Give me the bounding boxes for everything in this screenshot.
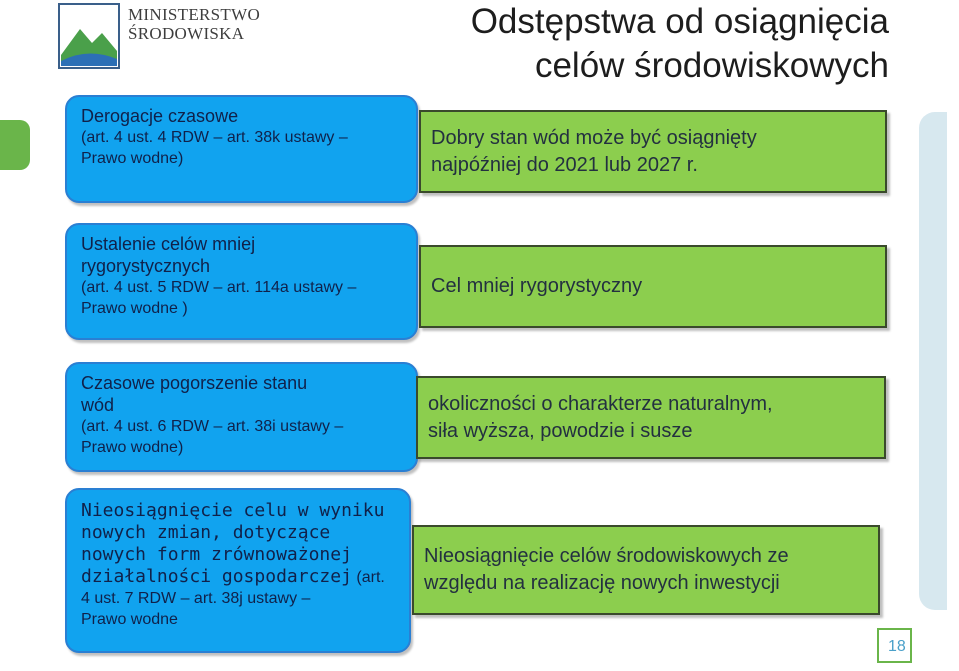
page-title: Odstępstwa od osiągnięcia celów środowiskowych xyxy=(470,2,889,85)
ministry-logo xyxy=(58,3,261,69)
derogation-box-4 xyxy=(65,488,411,653)
result-text: siła wyższa, powodzie i susze xyxy=(428,419,693,442)
box-reference: Prawo wodne) xyxy=(81,439,184,456)
result-text: Nieosiągnięcie celów środowiskowych ze xyxy=(424,545,789,567)
right-decor-gap xyxy=(947,112,959,610)
box-reference: (art. 4 ust. 5 RDW – art. 114a ustawy – xyxy=(81,279,357,296)
box-heading: wód xyxy=(81,395,115,415)
result-box-4 xyxy=(412,525,880,615)
box-reference: 4 ust. 7 RDW – art. 38j ustawy – xyxy=(81,590,311,607)
result-text: najpóźniej do 2021 lub 2027 r. xyxy=(431,153,698,176)
box-heading: nowych zmian, dotyczące xyxy=(81,522,331,543)
derogation-box-2 xyxy=(65,223,418,340)
result-text: względu na realizację nowych inwestycji xyxy=(424,572,780,594)
result-text: Dobry stan wód może być osiągnięty xyxy=(431,126,757,149)
left-decor-tab xyxy=(0,120,30,170)
box-heading: Ustalenie celów mniej xyxy=(81,234,256,254)
box-heading: Derogacje czasowe xyxy=(81,106,239,126)
result-box-3 xyxy=(416,376,886,459)
result-text: okoliczności o charakterze naturalnym, xyxy=(428,392,773,415)
box-heading: Nieosiągnięcie celu w wyniku xyxy=(81,500,385,521)
page-number: 18 xyxy=(888,638,906,655)
result-text: Cel mniej rygorystyczny xyxy=(431,275,643,297)
box-reference: Prawo wodne) xyxy=(81,150,184,167)
derogation-box-1 xyxy=(65,95,418,203)
mountain-logo-icon xyxy=(58,3,120,69)
logo-text: MINISTERSTWO ŚRODOWISKA xyxy=(128,5,261,43)
box-heading: działalności gospodarczej xyxy=(81,566,352,587)
box-heading: Czasowe pogorszenie stanu xyxy=(81,373,308,393)
box-reference: (art. xyxy=(356,569,385,586)
result-box-2 xyxy=(419,245,887,328)
box-reference: (art. 4 ust. 6 RDW – art. 38i ustawy – xyxy=(81,418,344,435)
result-box-1 xyxy=(419,110,887,193)
box-reference: Prawo wodne ) xyxy=(81,300,188,317)
box-reference: Prawo wodne xyxy=(81,611,178,628)
box-heading: nowych form zrównoważonej xyxy=(81,544,352,565)
box-reference: (art. 4 ust. 4 RDW – art. 38k ustawy – xyxy=(81,129,348,146)
box-heading: rygorystycznych xyxy=(81,256,211,276)
derogation-box-3 xyxy=(65,362,418,472)
